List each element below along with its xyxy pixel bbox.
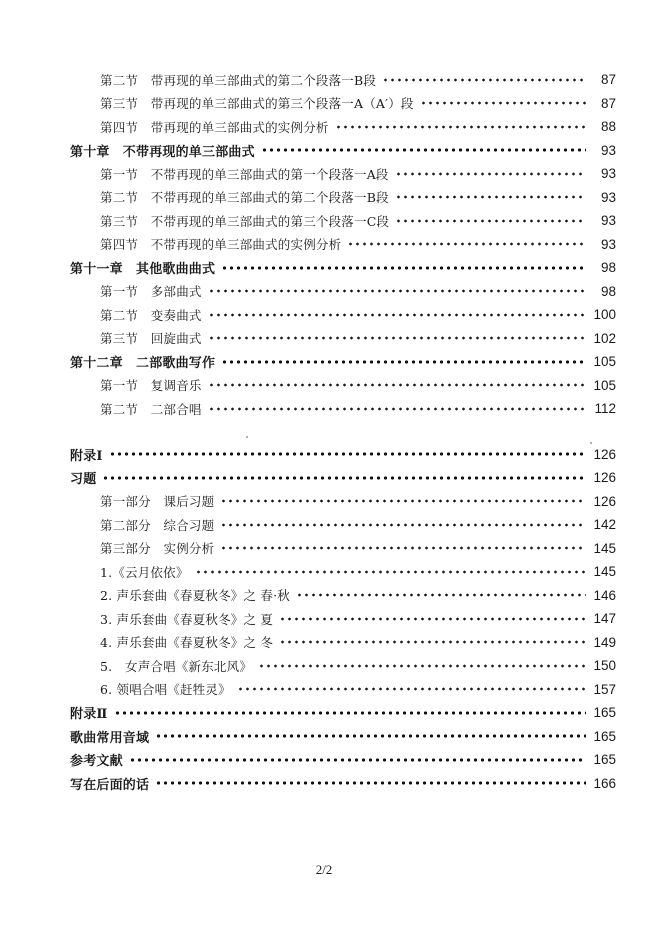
dot-leader: [221, 356, 586, 368]
toc-chapter-row: [0, 350, 648, 374]
toc-entry-label: 参考文献: [70, 754, 123, 770]
toc-entry-page: 87: [600, 72, 616, 88]
toc-gap: [0, 421, 648, 443]
toc-entry-label: 第四节 带再现的单三部曲式的实例分析: [100, 119, 329, 135]
toc-entry-label: 第十一章 其他歌曲曲式: [70, 262, 216, 278]
toc-entry-label: 习题: [70, 472, 97, 488]
toc-entry-page: 98: [600, 283, 616, 299]
dot-leader: [258, 660, 586, 672]
toc-entry-label: 第十章 不带再现的单三部曲式: [70, 144, 255, 160]
page-footer: [0, 862, 648, 878]
dot-leader: [208, 285, 586, 297]
dot-leader: [102, 472, 586, 484]
dot-leader: [220, 495, 586, 507]
toc-entry-page: 126: [593, 470, 616, 486]
toc-section-row: [0, 513, 648, 537]
toc-entry-label: 第二节 二部合唱: [100, 401, 202, 417]
toc-entry-page: 142: [593, 517, 616, 533]
toc-section-row: [0, 92, 648, 116]
toc-section-row: [0, 490, 648, 514]
toc-entry-label: 1.《云月依依》: [100, 564, 189, 580]
toc-entry-page: 149: [593, 634, 616, 650]
dot-leader: [208, 332, 586, 344]
toc-chapter-row: [0, 139, 648, 163]
toc-chapter-row: [0, 772, 648, 796]
toc-entry-label: 第二节 带再现的单三部曲式的第二个段落一B段: [100, 72, 377, 88]
toc-chapter-row: [0, 748, 648, 772]
toc-entry-label: 第二节 变奏曲式: [100, 307, 202, 323]
toc-entry-page: 87: [600, 95, 616, 111]
dot-leader: [208, 403, 586, 415]
toc-entry-label: 第三部分 实例分析: [100, 541, 215, 557]
toc-entry-page: 93: [600, 166, 616, 182]
toc-section-row: [0, 209, 648, 233]
dot-leader: [347, 238, 586, 250]
toc-entry-label: 第一节 复调音乐: [100, 378, 202, 394]
toc-entry-page: 126: [593, 493, 616, 509]
toc-entry-page: 165: [593, 705, 616, 721]
dot-leader: [114, 707, 586, 719]
dot-leader: [195, 566, 586, 578]
dot-leader: [208, 309, 586, 321]
dot-leader: [279, 613, 586, 625]
toc-section-row: [0, 537, 648, 561]
toc-section-row: [0, 162, 648, 186]
toc-entry-page: 112: [594, 401, 616, 417]
dot-leader: [279, 636, 586, 648]
toc-entry-page: 150: [593, 658, 616, 674]
toc-entry-label: 第一节 不带再现的单三部曲式的第一个段落一A段: [100, 166, 389, 182]
toc-entry-page: 157: [593, 681, 616, 697]
dot-leader: [220, 519, 586, 531]
toc-section-row: [0, 584, 648, 608]
scan-speck: [246, 436, 248, 438]
toc-chapter-row: [0, 443, 648, 467]
dot-leader: [395, 191, 586, 203]
toc-section-row: [0, 115, 648, 139]
toc-entry-page: 93: [600, 236, 616, 252]
toc-entry-label: 第三节 带再现的单三部曲式的第三个段落一A（A′）段: [100, 96, 414, 112]
toc-section-row: [0, 233, 648, 257]
toc-entry-page: 93: [600, 142, 616, 158]
dot-leader: [220, 542, 586, 554]
toc-entry-page: 105: [593, 377, 616, 393]
dot-leader: [109, 448, 586, 460]
dot-leader: [420, 97, 586, 109]
toc-section-row: [0, 186, 648, 210]
toc-entry-page: 126: [593, 446, 616, 462]
toc-entry-label: 第三节 回旋曲式: [100, 331, 202, 347]
toc-entry-page: 102: [593, 330, 616, 346]
toc-entry-label: 第三节 不带再现的单三部曲式的第三个段落一C段: [100, 213, 390, 229]
toc-entry-label: 4. 声乐套曲《春夏秋冬》之 冬: [100, 635, 274, 651]
toc-entry-label: 歌曲常用音域: [70, 730, 150, 746]
toc-entry-label: 3. 声乐套曲《春夏秋冬》之 夏: [100, 611, 274, 627]
toc-entry-label: 6. 领唱合唱《赶牲灵》: [100, 682, 231, 698]
dot-leader: [382, 74, 586, 86]
toc-entry-label: 第十二章 二部歌曲写作: [70, 356, 216, 372]
toc-entry-page: 166: [593, 775, 616, 791]
toc-entry-page: 88: [600, 119, 616, 135]
dot-leader: [155, 730, 586, 742]
toc-entry-page: 165: [593, 728, 616, 744]
toc-section-row: [0, 68, 648, 92]
toc-entry-label: 附录Ⅱ: [70, 707, 108, 723]
toc-section-row: [0, 607, 648, 631]
toc-section-row: [0, 678, 648, 702]
toc-chapter-row: [0, 725, 648, 749]
toc-entry-page: 146: [593, 587, 616, 603]
dot-leader: [296, 589, 586, 601]
dot-leader: [261, 144, 586, 156]
dot-leader: [155, 777, 586, 789]
toc-section-row: [0, 327, 648, 351]
toc-entry-label: 5. 女声合唱《新东北风》: [100, 658, 253, 674]
toc-section-row: [0, 397, 648, 421]
toc-section-row: [0, 631, 648, 655]
dot-leader: [395, 168, 586, 180]
toc-group-chapters: [0, 68, 648, 421]
toc-chapter-row: [0, 466, 648, 490]
dot-leader: [129, 754, 586, 766]
toc-entry-label: 第一部分 课后习题: [100, 494, 215, 510]
toc-entry-page: 165: [593, 752, 616, 768]
toc-entry-page: 93: [600, 213, 616, 229]
toc-section-row: [0, 280, 648, 304]
toc-entry-label: 第二部分 综合习题: [100, 517, 215, 533]
toc-entry-page: 147: [593, 611, 616, 627]
toc-chapter-row: [0, 701, 648, 725]
toc-group-appendix: [0, 443, 648, 796]
toc-entry-label: 第四节 不带再现的单三部曲式的实例分析: [100, 237, 342, 253]
dot-leader: [395, 215, 586, 227]
dot-leader: [335, 121, 586, 133]
toc-section-row: [0, 560, 648, 584]
toc-entry-label: 第二节 不带再现的单三部曲式的第二个段落一B段: [100, 190, 389, 206]
toc-entry-label: 第一节 多部曲式: [100, 284, 202, 300]
toc-entry-page: 145: [593, 564, 616, 580]
toc-entry-page: 145: [593, 540, 616, 556]
toc-entry-page: 93: [600, 189, 616, 205]
table-of-contents: [0, 68, 648, 795]
dot-leader: [221, 262, 586, 274]
toc-entry-page: 98: [600, 260, 616, 276]
toc-entry-page: 100: [593, 307, 616, 323]
dot-leader: [208, 379, 586, 391]
toc-section-row: [0, 303, 648, 327]
scan-speck: [590, 442, 592, 444]
dot-leader: [237, 683, 586, 695]
toc-entry-page: 105: [593, 354, 616, 370]
toc-section-row: [0, 374, 648, 398]
toc-entry-label: 写在后面的话: [70, 777, 150, 793]
toc-entry-label: 附录Ⅰ: [70, 448, 103, 464]
toc-entry-label: 2. 声乐套曲《春夏秋冬》之 春·秋: [100, 588, 290, 604]
toc-section-row: [0, 654, 648, 678]
toc-chapter-row: [0, 256, 648, 280]
page-indicator: 2/2: [315, 862, 333, 877]
